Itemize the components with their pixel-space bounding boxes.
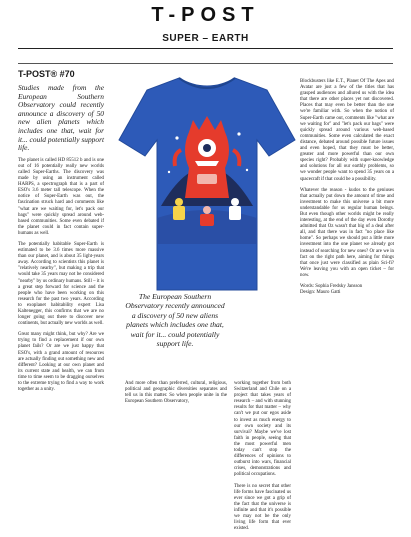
- lead-quote: Studies made from the European Southern Observatory could recently announce a discovery of 50 new alien planets which includes one that, wait for it... could potentially support life.: [18, 83, 104, 153]
- paragraph: Great many might think, but why? Are we trying to find a replacement if our own planet fails? Or are we just happy that ESO's, with a grand amount of resources are actually finding out something new and different? Looking at our own planet and its current state and health, we can from time to time seem to be dragging ourselves to the extreme trying to find a way to work together as a unity.: [18, 332, 104, 393]
- paragraph: working together from both Switzerland and Chile on a project that takes years of research – and with stunning results for that matter – why can't we put our egos aside to invest as much energy to our own society and its survival? Maybe we've lost faith in people, seeing that the most powerful men today can't stop the differences of opinions to outburst into wars, financial crises, demonstrations and political occupations.: [234, 381, 291, 478]
- paragraph: And more often than preferred, cultural, religious, political and geographic diversities separates and tell us in this matter. So when people unite in the European Southern Observatory,: [125, 381, 227, 405]
- issue-number: T-POST® #70: [18, 69, 75, 79]
- paragraph: There is no secret that other life forms have fascinated us ever since we got a grip of the fact that the universe is infinite and that it's possible we may not be the only living life form that ever existed.: [234, 483, 291, 532]
- article-column-3: [234, 381, 291, 537]
- header-rule-bottom: [18, 63, 393, 64]
- paragraph: Blockbusters like E.T., Planet Of The Apes and Avatar are just a few of the titles that has grasped audiences and allured us with the idea that there are other places yet not discovered. Places that may even be better than the one we're familiar with. So when the notion of Super-Earth came out, comments like "what are we waiting for" and "let's pack our bags" were quickly spread around various web-based communities. Some even calculated the exact distance, debated around possible future issues and even hoped, that they must be better, greater and more powerful than our own species right? Probably with super-knowledge and solutions for all our earthly problems, so we wonder people want to spend 35 years on a spacecraft if that could be a possibility.: [300, 79, 394, 182]
- header-rule-top: [18, 48, 393, 49]
- article-column-1: [18, 84, 104, 398]
- paragraph: The planet is called HD 85512 b and is one out of 16 potentially really new worlds called Super-Earths. The discovery was made by using an instrument called HARPS, a spectrograph that is a part of ESO's 3.6 meter tall telescope. When the notice of Super-Earth was out, the fascination struck hard and comments like "what are we waiting for, let's pack our bags" were quickly spread around web-based communities. Some even debated if the planet could in fact contain super-humans as well.: [18, 157, 104, 236]
- pull-quote: The European Southern Observatory recently announced a discovery of 50 new aliens planets which includes one that, wait for it... could potentially support life.: [125, 292, 225, 349]
- paragraph: The potentially habitable Super-Earth is estimated to be 3.6 times more massive than our planet, and is about 35 light-years away. According to scientists this planet is "relatively nearby", but making a trip that would take 35 years may not be considered "nearby" by us ordinary humans. Still – it is a great step forward for science and the people who have been working on this research for the past two years. According to exoplanet habitability expert Lisa Kaltenegger, this confirms that we are no longer going out there to discover new continents, but actually new worlds as well.: [18, 241, 104, 327]
- paragraph: Whatever the reason - kudos to the geniuses that actually put down the amount of time and investment to make this universe a bit more understandable for us regular human beings. But even though other worlds might be really interesting, at the end of the day even Dorothy admitted that Oz wasn't that big of a deal after all, and that there was in fact "no place like home". So perhaps we should put a little more investment into the one planet we already got instead of searching for new ones? Or are we in fact on the right path here, aiming for things that once just were classified as plain Sci-fi? We're leaving you with an open ticket – for now.: [300, 187, 394, 278]
- article-column-4: [300, 79, 394, 296]
- page-headline: SUPER – EARTH: [162, 33, 249, 44]
- brand-logo: T-POST: [151, 4, 260, 26]
- byline-words: Words: Sophia Fredsky Jansson: [300, 284, 363, 289]
- tshirt-illustration: [117, 68, 297, 293]
- byline: [300, 284, 394, 296]
- byline-design: Design: Mauro Gatti: [300, 290, 341, 296]
- article-column-2: [125, 381, 227, 410]
